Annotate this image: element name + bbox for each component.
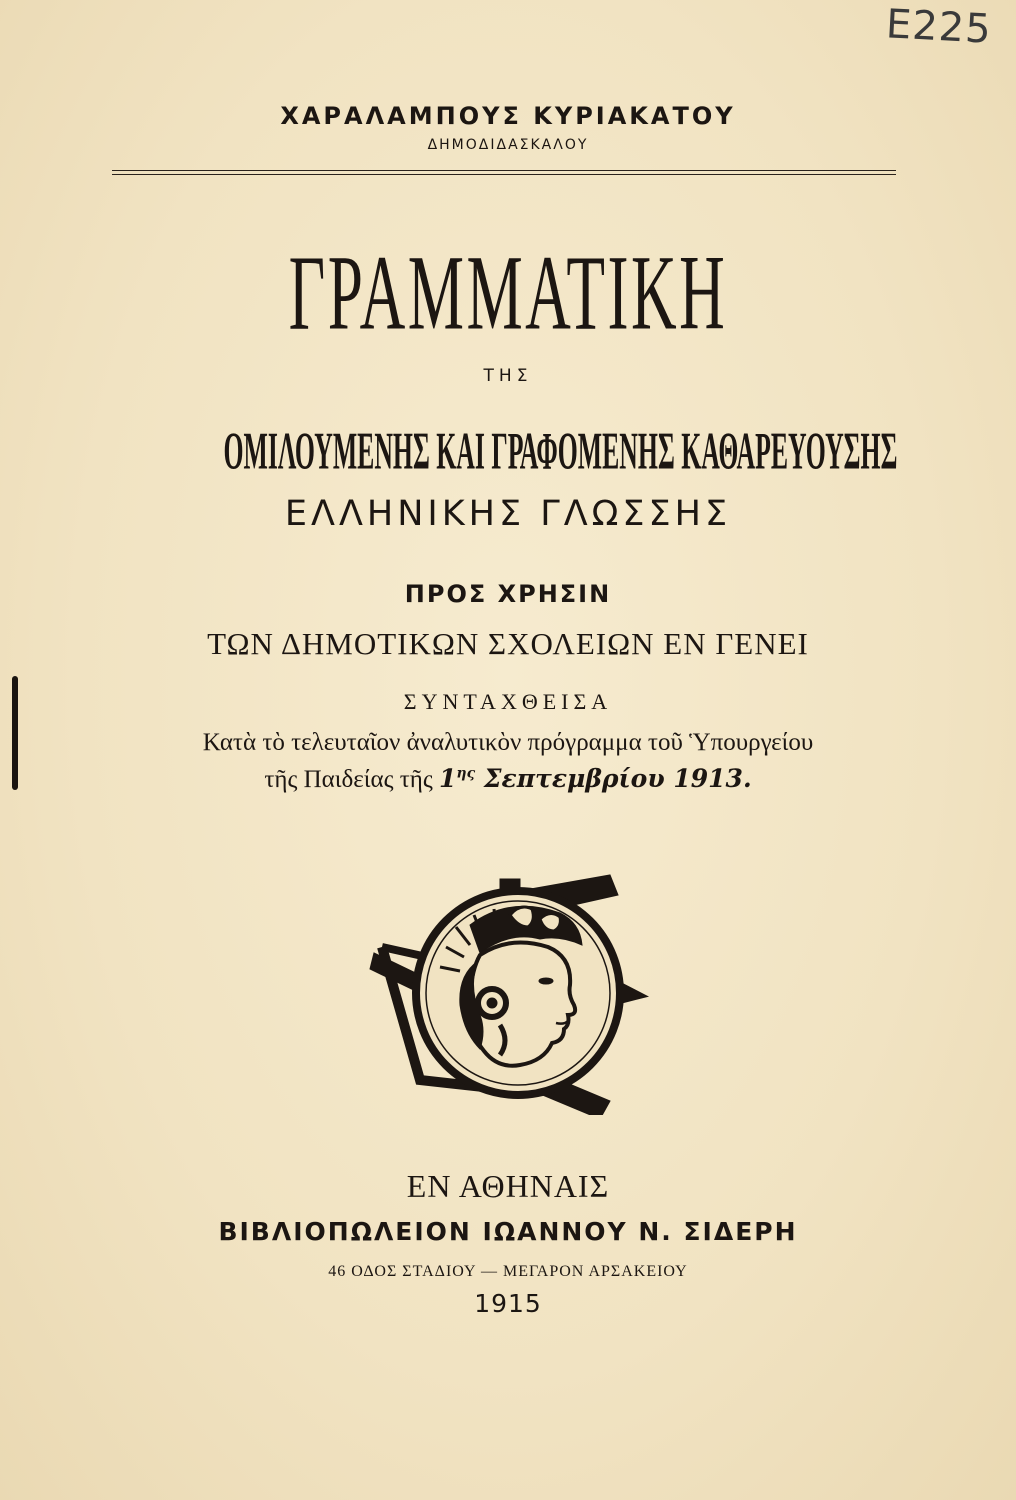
date-day: 1 [439,764,457,793]
ministry-line-prefix: τῆς Παιδείας τῆς [264,766,440,793]
ministry-line [0,764,1016,794]
compiled-label: ΣΥΝΤΑΧΘΕΙΣΑ [403,689,613,714]
top-rule-thin [112,174,896,175]
author-profession: ΔΗΜΟΔΙΔΑΣΚΑΛΟΥ [427,137,589,153]
title-connector: ΤΗΣ [483,366,533,386]
language-title: ΕΛΛΗΝΙΚΗΣ ΓΛΩΣΣΗΣ [284,494,732,534]
author-name: ΧΑΡΑΛΑΜΠΟΥΣ ΚΥΡΙΑΚΑΤΟΥ [280,102,736,130]
imprint-publisher: ΒΙΒΛΙΟΠΩΛΕΙΟΝ ΙΩΑΝΝΟΥ Ν. ΣΙΔΕΡΗ [218,1217,798,1246]
purpose-heading: ΠΡΟΣ ΧΡΗΣΙΝ [404,580,612,608]
main-title: ΓΡΑΜΜΑΤΙΚΗ [288,234,728,353]
imprint-city: ΕΝ ΑΘΗΝΑΙΣ [406,1168,610,1204]
catalog-number: Ε225 [884,1,993,53]
date-suffix: ης [456,765,476,782]
top-rule [112,170,896,171]
imprint-year: 1915 [474,1289,542,1318]
curriculum-date [439,764,752,793]
curriculum-line: Κατὰ τὸ τελευταῖον ἀναλυτικὸν πρόγραμμα τοῦ Ὑπουργείου [202,729,814,756]
imprint-address: 46 ΟΔΟΣ ΣΤΑΔΙΟΥ — ΜΕΓΑΡΟΝ ΑΡΣΑΚΕΙΟΥ [328,1263,688,1280]
margin-ink-mark [12,676,18,790]
athena-head-emblem-icon [360,865,650,1115]
subtitle: ΟΜΙΛΟΥΜΕΝΗΣ ΚΑΙ ΓΡΑΦΟΜΕΝΗΣ ΚΑΘΑΡΕΥΟΥΣΗΣ [223,421,898,480]
date-rest: Σεπτεμβρίου 1913. [475,764,752,793]
purpose-schools: ΤΩΝ ΔΗΜΟΤΙΚΩΝ ΣΧΟΛΕΙΩΝ ΕΝ ΓΕΝΕΙ [207,626,809,661]
